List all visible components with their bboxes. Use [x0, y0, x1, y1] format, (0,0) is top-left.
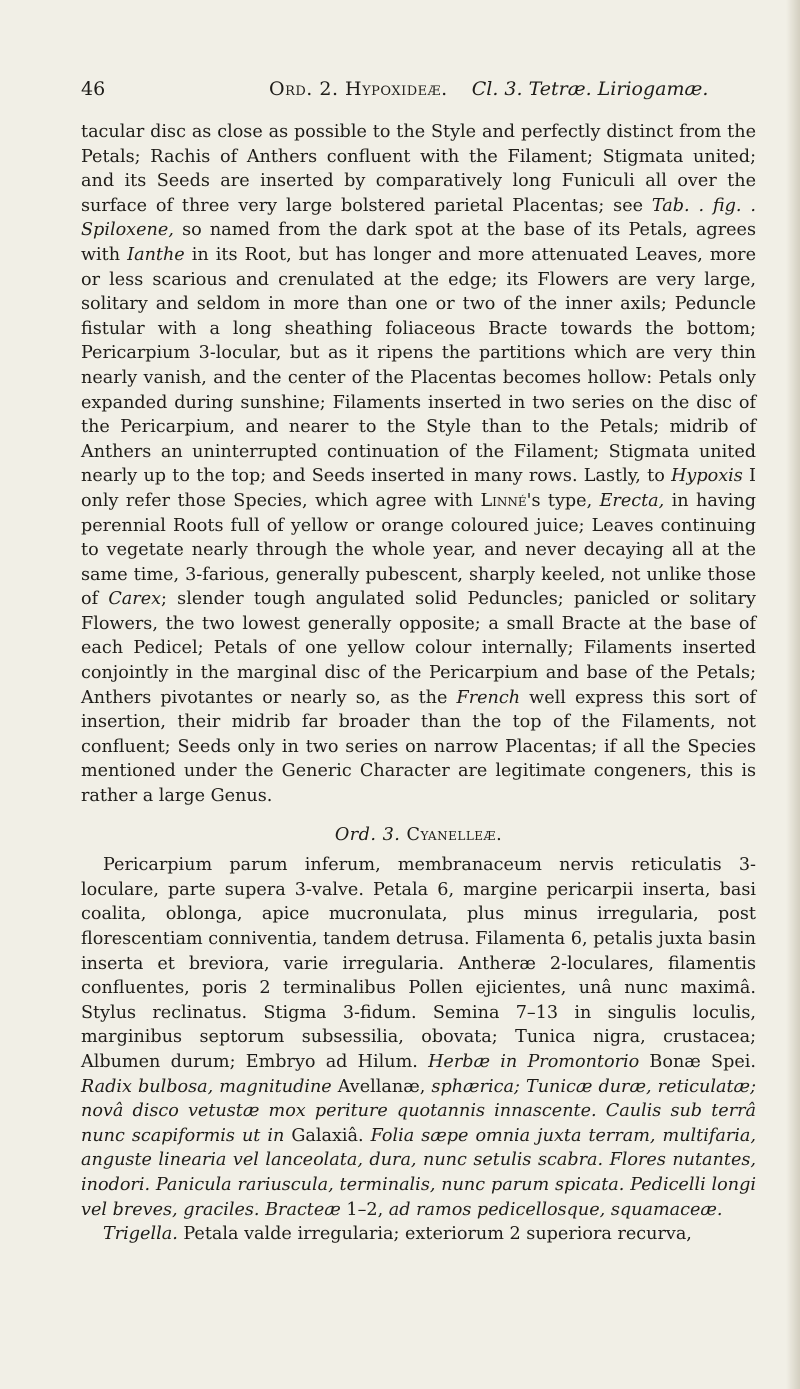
text-span: in its Root, but has longer and more attenuated Leaves, more or less scarious and crenulated at the edge; its Flowers are very large, solitary and seldom in more than one or two of the inner axils; Peduncle fistular with a long sheathing foliaceous Bracte towards the bottom; Pericarpium 3-locular, but as it ripens the partitions which are very thin nearly vanish, and the center of the Placentas becomes hollow: Petals only expanded during sunshine; Filaments inserted in two series on the disc of the Pericarpium, and nearer to the Style than to the Petals; midrib of Anthers an uninterrupted continuation of the Filament; Stigmata united nearly up to the top; and Seeds inserted in many rows. Lastly, to — [81, 244, 756, 487]
heading-name: Cyanelleæ. — [406, 824, 503, 845]
italic-span: Ianthe — [127, 244, 185, 265]
text-span: so named from the dark spot at the base of its Petals, agrees with — [81, 220, 756, 265]
text-span: Bonæ Spei. — [639, 1051, 756, 1072]
italic-span: French — [456, 687, 521, 708]
italic-span: Herbæ in Promontorio — [428, 1051, 640, 1072]
italic-span: Radix bulbosa, magnitudine — [81, 1076, 332, 1097]
italic-span: Trigella. — [103, 1224, 178, 1245]
text-span: well express this sort of insertion, their midrib far broader than the top of the Filaments, not confluent; Seeds only in two series on narrow Placentas; if all the Species mentioned under the Generic Character are legitimate congeners, this is rather a large Genus. — [81, 687, 756, 807]
text-span: Galaxiâ. — [284, 1125, 371, 1146]
italic-span: Hypoxis — [671, 466, 743, 487]
italic-span: Tab. . fig. . — [651, 195, 756, 216]
running-header — [81, 78, 756, 106]
page-number: 46 — [81, 78, 106, 100]
italic-span: Carex — [108, 589, 162, 610]
italic-span: Erecta, — [599, 490, 665, 511]
italic-span: Spiloxene, — [81, 220, 174, 241]
italic-span: sphærica; Tunicæ duræ, reticulatæ; novâ disco vetustæ mox periture quotannis innascente. Caulis sub terrâ nunc scapiformis ut in — [81, 1076, 757, 1146]
italic-span: ad ramos pedicellosque, squamaceæ. — [388, 1199, 723, 1220]
text-span: 's type, — [526, 490, 600, 511]
paragraph-trigella — [81, 1222, 756, 1247]
text-span: ; slender tough angulated solid Peduncles; panicled or solitary Flowers, the two lowest generally opposite; a small Bracte at the base of each Pedicel; Petals of one yellow colour internally; Filaments inserted conjointly in the marginal disc of the Pericarpium and base of the Petals; Anthers pivotantes or nearly so, as the — [81, 589, 756, 708]
page-edge-shadow — [786, 0, 800, 1389]
header-class: Cl. 3. Tetræ. Liriogamæ. — [471, 78, 709, 100]
text-span: I only refer those Species, which agree with — [81, 466, 757, 511]
paragraph-cyanelleae-description — [81, 853, 756, 1222]
text-span: Avellanæ, — [331, 1076, 432, 1097]
paragraph-hypoxideae-genera — [81, 120, 756, 809]
heading-prefix: Ord. 3. — [334, 824, 401, 845]
text-span: tacular disc as close as possible to the Style and perfectly distinct from the Petals; Rachis of Anthers confluent with the Filament; Stigmata united; and its Seeds are inserted by comparatively long Funiculi all over the surface of three very large bolstered parietal Placentas; see — [81, 122, 756, 216]
smallcaps-span: Linné — [480, 490, 527, 511]
text-span: Pericarpium parum inferum, membranaceum nervis reticulatis 3-loculare, parte supera 3-valve. Petala 6, margine pericarpii inserta, basi coalita, oblonga, apice mucronulata, plus minus irregularia, post florescentiam conniventia, tandem detrusa. Filamenta 6, petalis juxta basin inserta et breviora, varie irregularia. Antheræ 2-loculares, filamentis confluentes, poris 2 terminalibus Pollen ejicientes, unâ nunc maximâ. Stylus reclinatus. Stigma 3-fidum. Semina 7–13 in singulis loculis, marginibus septorum subsessilia, obovata; Tunica nigra, crustacea; Albumen durum; Embryo ad Hilum. — [81, 855, 756, 1072]
italic-span: Folia sæpe omnia juxta terram, multifaria, anguste linearia vel lanceolata, dura, nunc setulis scabra. Flores nutantes, inodori. Panicula rariuscula, terminalis, nunc parum spicata. Pedicelli longi vel breves, graciles. Bracteæ — [81, 1125, 756, 1220]
text-span: 1–2, — [340, 1199, 389, 1220]
header-order: Ord. 2. Hypoxideæ. — [269, 78, 448, 100]
text-span: Petala valde irregularia; exteriorum 2 superiora recurva, — [177, 1224, 692, 1245]
section-heading-cyanelleae — [81, 823, 756, 848]
text-span: in having perennial Roots full of yellow or orange coloured juice; Leaves continuing to vegetate nearly through the whole year, and never decaying all at the same time, 3-farious, generally pubescent, sharply keeled, not unlike those of — [81, 490, 756, 610]
